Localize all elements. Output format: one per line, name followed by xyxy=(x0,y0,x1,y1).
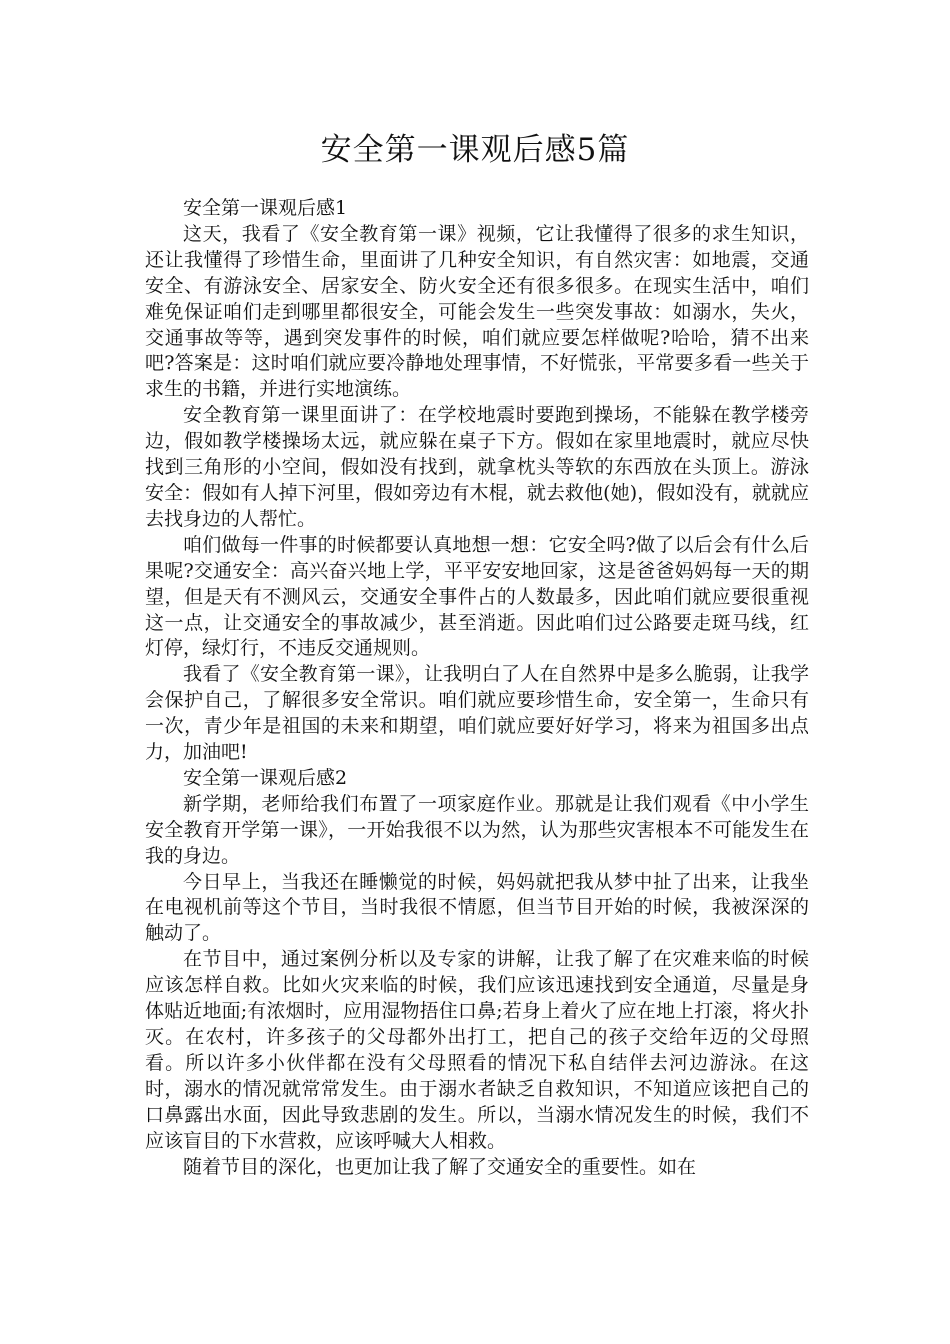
paragraph-1: 这天，我看了《安全教育第一课》视频，它让我懂得了很多的求生知识，还让我懂得了珍惜生命，里面讲了几种安全知识，有自然灾害：如地震，交通安全、有游泳安全、居家安全、防火安全还有很多很多。在现实生活中，咱们难免保证咱们走到哪里都很安全，可能会发生一些突发事故：如溺水，失火，交通事故等等，遇到突发事件的时候，咱们就应要怎样做呢?哈哈，猜不出来吧?答案是：这时咱们就应要冷静地处理事情，不好慌张，平常要多看一些关于求生的书籍，并进行实地演练。 xyxy=(145,222,809,401)
paragraph-8: 随着节目的深化，也更加让我了解了交通安全的重要性。如在 xyxy=(183,1155,697,1178)
paragraph-7: 在节目中，通过案例分析以及专家的讲解，让我了解了在灾难来临的时候应该怎样自救。比如火灾来临的时候，我们应该迅速找到安全通道，尽量是身体贴近地面;有浓烟时，应用湿物捂住口鼻;若身上着火了应在地上打滚，将火扑灭。在农村，许多孩子的父母都外出打工，把自己的孩子交给年迈的父母照看。所以许多小伙伴都在没有父母照看的情况下私自结伴去河边游泳。在这时，溺水的情况就常常发生。由于溺水者缺乏自救知识，不知道应该把自己的口鼻露出水面，因此导致悲剧的发生。所以，当溺水情况发生的时候，我们不应该盲目的下水营救，应该呼喊大人相救。 xyxy=(145,948,809,1152)
paragraph-2: 安全教育第一课里面讲了：在学校地震时要跑到操场，不能躲在教学楼旁边，假如教学楼操场太远，就应躲在桌子下方。假如在家里地震时，就应尽快找到三角形的小空间，假如没有找到，就拿枕头等软的东西放在头顶上。游泳安全：假如有人掉下河里，假如旁边有木棍，就去救他(她)，假如没有，就就应去找身边的人帮忙。 xyxy=(145,404,809,530)
paragraph-3: 咱们做每一件事的时候都要认真地想一想：它安全吗?做了以后会有什么后果呢?交通安全：高兴奋兴地上学，平平安安地回家，这是爸爸妈妈每一天的期望，但是天有不测风云，交通安全事件占的人数最多，因此咱们就应要很重视这一点，让交通安全的事故减少，甚至消逝。因此咱们过公路要走斑马线，红灯停，绿灯行，不违反交通规则。 xyxy=(145,533,809,660)
paragraph-4: 我看了《安全教育第一课》，让我明白了人在自然界中是多么脆弱，让我学会保护自己，了解很多安全常识。咱们就应要珍惜生命，安全第一，生命只有一次，青少年是祖国的未来和期望，咱们就应要好好学习，将来为祖国多出点力，加油吧! xyxy=(145,663,809,764)
essay-heading-1: 安全第一课观后感1 xyxy=(183,197,348,219)
essay-heading-2: 安全第一课观后感2 xyxy=(183,766,348,789)
paragraph-6: 今日早上，当我还在睡懒觉的时候，妈妈就把我从梦中扯了出来，让我坐在电视机前等这个节目，当时我很不情愿，但当节目开始的时候，我被深深的触动了。 xyxy=(145,870,809,945)
document-body xyxy=(145,196,809,1180)
paragraph-5: 新学期，老师给我们布置了一项家庭作业。那就是让我们观看《中小学生安全教育开学第一课》，一开始我很不以为然，认为那些灾害根本不可能发生在我的身边。 xyxy=(145,792,809,867)
document-title: 安全第一课观后感5篇 xyxy=(320,132,630,168)
